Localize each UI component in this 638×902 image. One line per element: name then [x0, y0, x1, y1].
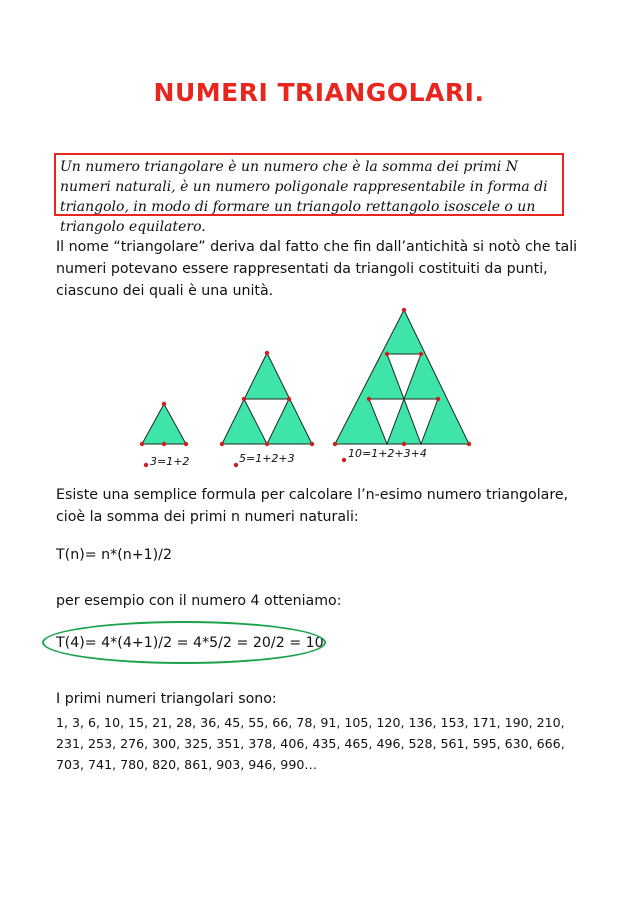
label-5: 5=1+2+3: [239, 452, 295, 465]
formula-intro: Esiste una semplice formula per calcolare l’n-esimo numero triangolare, cioè la somma dei primi n numeri naturali:: [56, 487, 569, 525]
example-highlight-oval: [42, 621, 326, 664]
label-3: 3=1+2: [150, 455, 190, 468]
label-10: 10=1+2+3+4: [348, 447, 427, 460]
example-intro: per esempio con il numero 4 otteniamo:: [56, 593, 342, 609]
triangle-10: [335, 310, 469, 444]
intro-paragraph: Il nome “triangolare” deriva dal fatto che fin dall’antichità si notò che tali numeri potevano essere rappresentati da triangoli costituiti da punti, ciascuno dei quali è una unità.: [56, 239, 578, 299]
triangle-5: [222, 353, 312, 444]
triangle-3: [142, 404, 186, 444]
triangles-figure: [130, 305, 480, 475]
definition-box: Un numero triangolare è un numero che è la somma dei primi N numeri naturali, è un numero poligonale rappresentabile in forma di triangolo, in modo di formare un triangolo rettangolo isoscele o un triangolo equilatero.: [54, 153, 564, 216]
triangular-numbers-list: 1, 3, 6, 10, 15, 21, 28, 36, 45, 55, 66, 78, 91, 105, 120, 136, 153, 171, 190, 210, 231, 253, 276, 300, 325, 351, 378, 406, 435, 465, 496, 528, 561, 595, 630, 666, 703, 741, 780, 820, 861, 903, 946, 990…: [56, 715, 565, 772]
example-equation: T(4)= 4*(4+1)/2 = 4*5/2 = 20/2 = 10: [56, 635, 324, 651]
list-heading: I primi numeri triangolari sono:: [56, 691, 277, 707]
page-title: NUMERI TRIANGOLARI.: [153, 78, 485, 107]
formula: T(n)= n*(n+1)/2: [56, 547, 172, 563]
